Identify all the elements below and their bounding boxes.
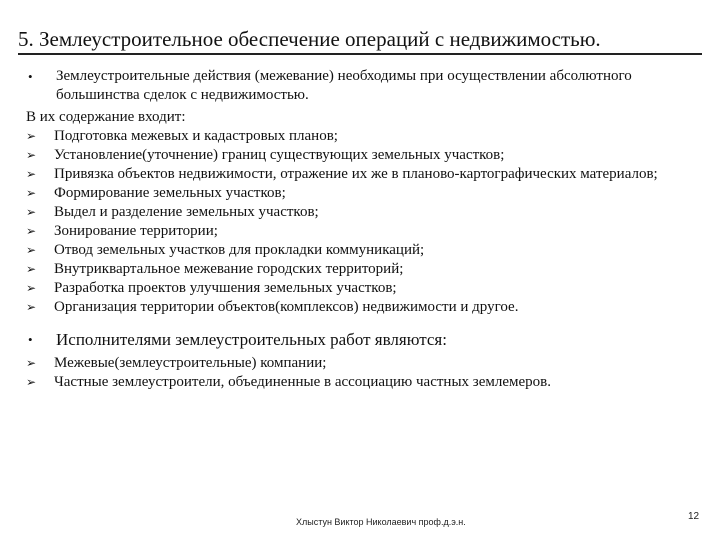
list-item xyxy=(26,222,706,241)
executors-list xyxy=(26,354,706,392)
arrow-bullet-icon: ➢ xyxy=(26,205,37,219)
slide-content xyxy=(26,67,706,392)
dot-bullet-icon: • xyxy=(28,69,33,84)
list-item xyxy=(26,146,706,165)
arrow-bullet-icon: ➢ xyxy=(26,186,37,200)
list-item-text: Межевые(землеустроительные) компании; xyxy=(54,355,327,371)
list-item xyxy=(26,298,706,317)
list-item-text: Установление(уточнение) границ существующих земельных участков; xyxy=(54,147,505,163)
list-item-text: Организация территории объектов(комплексов) недвижимости и другое. xyxy=(54,299,519,315)
list-item xyxy=(26,279,706,298)
list-item-text: Зонирование территории; xyxy=(54,223,218,239)
list-item-text: Разработка проектов улучшения земельных участков; xyxy=(54,280,397,296)
footer-author: Хлыстун Виктор Николаевич проф.д.э.н. xyxy=(296,517,466,527)
arrow-bullet-icon: ➢ xyxy=(26,148,37,162)
list-item-text: Внутриквартальное межевание городских территорий; xyxy=(54,261,404,277)
list-item-text: Отвод земельных участков для прокладки коммуникаций; xyxy=(54,242,425,258)
list-item-text: Частные землеустроители, объединенные в ассоциацию частных землемеров. xyxy=(54,374,551,390)
arrow-bullet-icon: ➢ xyxy=(26,300,37,314)
list-item-text: Формирование земельных участков; xyxy=(54,185,286,201)
arrow-bullet-icon: ➢ xyxy=(26,243,37,257)
arrow-bullet-icon: ➢ xyxy=(26,129,37,143)
bullet-land-actions xyxy=(26,67,706,105)
arrow-bullet-icon: ➢ xyxy=(26,281,37,295)
list-item xyxy=(26,127,706,146)
list-item xyxy=(26,241,706,260)
arrow-bullet-icon: ➢ xyxy=(26,375,37,389)
bullet-executors xyxy=(26,330,706,349)
arrow-bullet-icon: ➢ xyxy=(26,224,37,238)
dot-bullet-icon: • xyxy=(28,332,33,347)
list-item xyxy=(26,373,706,392)
page-number: 12 xyxy=(688,511,700,522)
list-item xyxy=(26,354,706,373)
list-item xyxy=(26,165,706,184)
list-item xyxy=(26,203,706,222)
list-item-text: Подготовка межевых и кадастровых планов; xyxy=(54,128,338,144)
bullet-text: Землеустроительные действия (межевание) необходимы при осуществлении абсолютного большинства сделок с недвижимостью. xyxy=(56,68,632,103)
arrow-bullet-icon: ➢ xyxy=(26,167,37,181)
bullet-text: Исполнителями землеустроительных работ являются: xyxy=(56,330,447,349)
list-item-text: Привязка объектов недвижимости, отражение их же в планово-картографических материалов; xyxy=(54,166,658,182)
content-intro: В их содержание входит: xyxy=(26,109,186,125)
list-item xyxy=(26,184,706,203)
arrow-bullet-icon: ➢ xyxy=(26,262,37,276)
list-item-text: Выдел и разделение земельных участков; xyxy=(54,204,319,220)
content-list xyxy=(26,127,706,317)
arrow-bullet-icon: ➢ xyxy=(26,356,37,370)
slide-title: 5. Землеустроительное обеспечение операций с недвижимостью. xyxy=(18,26,702,55)
list-item xyxy=(26,260,706,279)
